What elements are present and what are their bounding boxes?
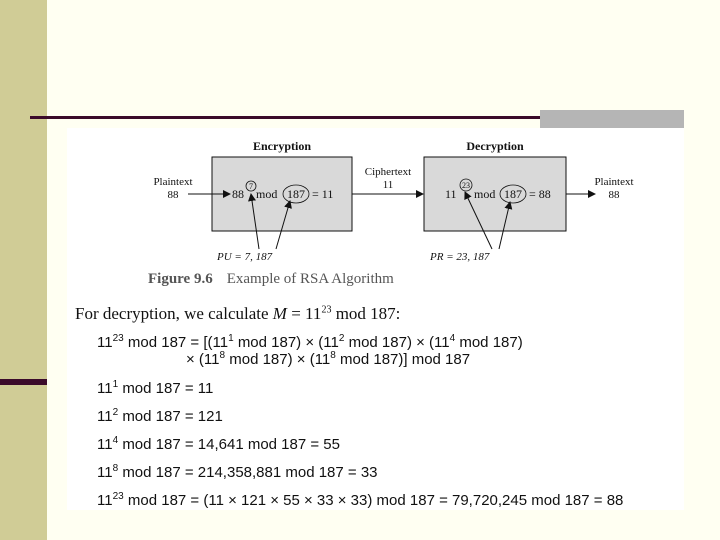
plaintext-out-value: 88 <box>608 189 620 201</box>
step5-base: 11 <box>97 492 113 509</box>
step1-exp: 1 <box>112 379 119 390</box>
caption-text: Example of RSA Algorithm <box>226 271 394 287</box>
plaintext-in-value: 88 <box>167 189 179 201</box>
ciphertext-value: 11 <box>382 179 394 191</box>
step4-exp: 8 <box>112 463 119 474</box>
step3-exp: 4 <box>112 435 119 446</box>
header-gray-block <box>540 110 684 128</box>
exp1-b: mod 187 = [(11 <box>127 334 229 351</box>
enc-mod: mod <box>256 187 278 201</box>
step-line-3 <box>97 436 340 453</box>
step-line-1 <box>97 380 213 397</box>
intro-equals: = 11 <box>291 304 322 323</box>
exp1-c: mod 187) × (11 <box>237 334 339 351</box>
dec-n: 187 <box>504 187 522 201</box>
step1-rest: mod 187 = 11 <box>122 380 214 397</box>
exp1-a-sup: 23 <box>112 333 124 344</box>
plaintext-in-label: Plaintext <box>153 176 193 188</box>
step-line-4 <box>97 464 378 481</box>
pu-label: PU = 7, 187 <box>217 251 273 263</box>
dec-mod: mod <box>474 187 496 201</box>
exp2-a-sup: 8 <box>219 350 226 361</box>
step-line-2 <box>97 408 223 425</box>
intro-tail: mod 187: <box>335 304 401 323</box>
step2-rest: mod 187 = 121 <box>122 408 223 425</box>
dec-result: = 88 <box>529 187 551 201</box>
sidebar-accent-bar <box>0 379 47 385</box>
exp1-e: mod 187) <box>459 334 523 351</box>
step5-exp: 23 <box>112 491 124 502</box>
enc-base: 88 <box>232 187 244 201</box>
exp2-a: × (11 <box>186 351 220 368</box>
intro-line <box>75 304 400 324</box>
intro-exponent: 23 <box>321 304 332 316</box>
step4-base: 11 <box>97 464 113 481</box>
step2-exp: 2 <box>112 407 119 418</box>
exp1-b-sup: 1 <box>228 333 234 344</box>
enc-exp: 7 <box>249 182 253 191</box>
expansion-line-2 <box>186 351 470 368</box>
exp2-b: mod 187) × (11 <box>229 351 331 368</box>
exp1-a: 11 <box>97 334 113 351</box>
dec-base: 11 <box>445 187 457 201</box>
exp1-d: mod 187) × (11 <box>348 334 450 351</box>
encryption-title: Encryption <box>252 139 312 153</box>
enc-n: 187 <box>287 187 305 201</box>
decryption-title: Decryption <box>466 139 524 153</box>
ciphertext-label: Ciphertext <box>364 166 412 178</box>
step5-rest: mod 187 = (11 × 121 × 55 × 33 × 33) mod 187 = 79,720,245 mod 187 = 88 <box>127 492 624 509</box>
step3-base: 11 <box>97 436 113 453</box>
sidebar-strip <box>0 0 47 540</box>
exp1-c-sup: 2 <box>338 333 345 344</box>
step-line-5 <box>97 492 623 509</box>
exp2-c: mod 187)] mod 187 <box>340 351 471 368</box>
rsa-math-block <box>67 128 684 510</box>
pr-label: PR = 23, 187 <box>430 251 490 263</box>
dec-exp: 23 <box>462 181 470 190</box>
step1-base: 11 <box>97 380 113 397</box>
intro-variable: M <box>272 304 287 323</box>
step4-rest: mod 187 = 214,358,881 mod 187 = 33 <box>122 464 378 481</box>
step2-base: 11 <box>97 408 113 425</box>
plaintext-out-label: Plaintext <box>594 176 634 188</box>
enc-result: = 11 <box>312 187 334 201</box>
step3-rest: mod 187 = 14,641 mod 187 = 55 <box>122 436 340 453</box>
intro-text: For decryption, we calculate <box>75 304 269 323</box>
exp2-b-sup: 8 <box>330 350 336 361</box>
exp1-d-sup: 4 <box>449 333 456 344</box>
slide-content-image <box>67 128 684 510</box>
expansion-line-1 <box>97 334 523 351</box>
caption-label: Figure 9.6 <box>148 271 213 287</box>
